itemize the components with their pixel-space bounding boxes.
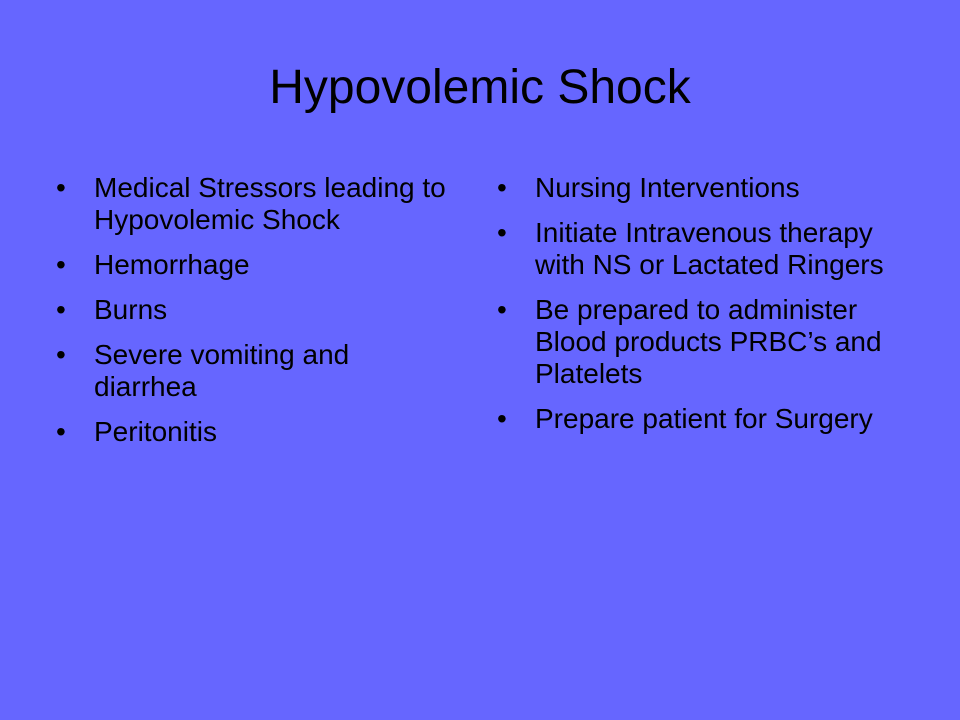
bullet-text: Nursing Interventions	[535, 172, 800, 203]
bullet-text: Peritonitis	[94, 416, 217, 447]
bullet-text: Medical Stressors leading to Hypovolemic Shock	[94, 172, 446, 235]
bullet-item	[56, 172, 446, 236]
bullet-item	[56, 249, 446, 281]
right-bullet-list	[497, 172, 917, 448]
bullet-item	[56, 416, 446, 448]
bullet-icon: •	[497, 403, 507, 434]
bullet-item	[497, 403, 917, 435]
bullet-text: Initiate Intravenous therapy with NS or Lactated Ringers	[535, 217, 884, 280]
bullet-text: Be prepared to administer Blood products PRBC’s and Platelets	[535, 294, 882, 389]
bullet-icon: •	[497, 172, 507, 203]
bullet-item	[497, 294, 917, 390]
bullet-text: Burns	[94, 294, 168, 325]
bullet-icon: •	[497, 217, 507, 248]
bullet-text: Severe vomiting and diarrhea	[94, 339, 350, 402]
bullet-icon: •	[497, 294, 507, 325]
bullet-item	[497, 217, 917, 281]
bullet-icon: •	[56, 249, 66, 280]
left-bullet-list	[56, 172, 446, 461]
bullet-item	[56, 339, 446, 403]
slide-title: Hypovolemic Shock	[269, 61, 691, 114]
bullet-item	[56, 294, 446, 326]
bullet-text: Hemorrhage	[94, 249, 250, 280]
bullet-text: Prepare patient for Surgery	[535, 403, 873, 434]
bullet-icon: •	[56, 172, 66, 203]
bullet-icon: •	[56, 416, 66, 447]
bullet-item	[497, 172, 917, 204]
bullet-icon: •	[56, 339, 66, 370]
bullet-icon: •	[56, 294, 66, 325]
